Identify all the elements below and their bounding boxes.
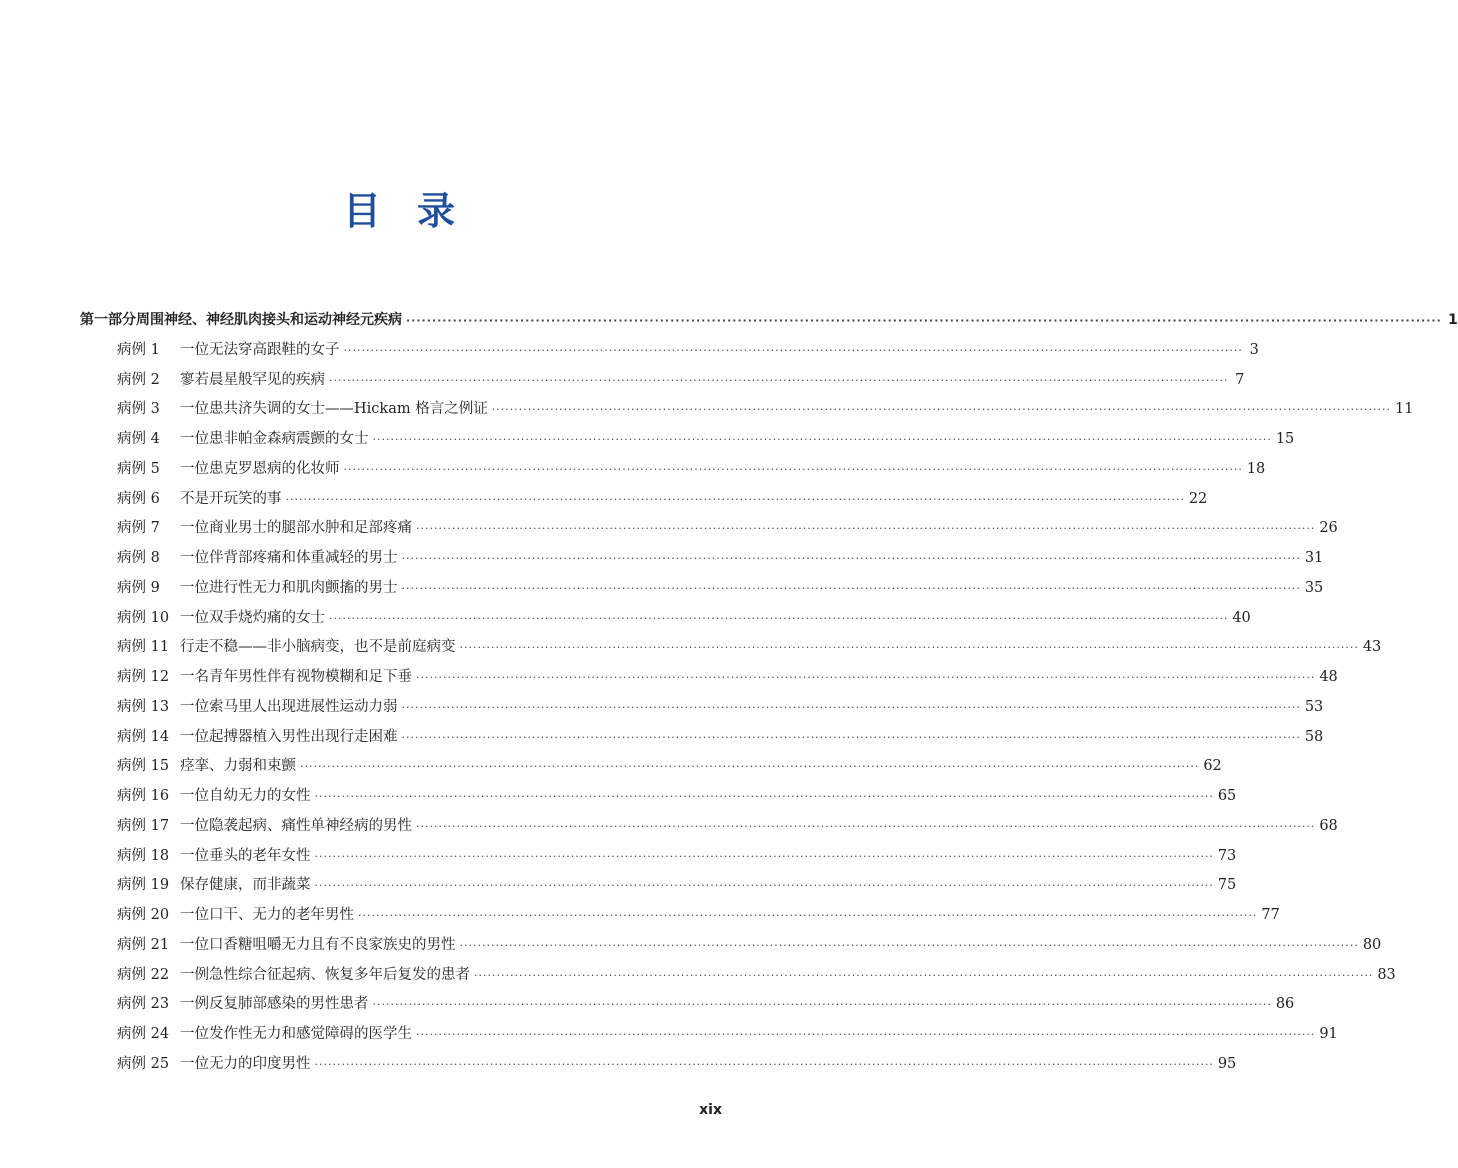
dot-leader: ········································································································································································································ <box>401 581 1301 595</box>
case-label: 病例 10 <box>117 609 170 626</box>
case-label: 病例 23 <box>117 996 170 1013</box>
toc-case-entry[interactable] <box>80 693 1324 723</box>
case-page-number: 73 <box>1217 847 1237 864</box>
case-label: 病例 5 <box>117 460 160 477</box>
case-title: 一例急性综合征起病、恢复多年后复发的患者 <box>180 966 470 983</box>
case-label: 病例 4 <box>117 431 160 447</box>
dot-leader: ········································································································································································································ <box>401 552 1301 565</box>
case-page-number: 3 <box>1249 341 1259 358</box>
case-title: 寥若晨星般罕见的疾病 <box>180 371 325 388</box>
toc-case-entry[interactable] <box>80 782 1237 812</box>
toc-case-entry[interactable] <box>80 931 1382 961</box>
dot-leader: ········································································································································································································ <box>416 671 1316 684</box>
case-page-number: 91 <box>1319 1026 1338 1042</box>
case-page-number: 62 <box>1203 758 1222 775</box>
case-label: 病例 19 <box>117 877 170 894</box>
toc-case-entry[interactable] <box>80 871 1237 901</box>
case-label: 病例 2 <box>117 371 160 388</box>
case-label: 病例 24 <box>117 1026 170 1042</box>
case-title: 一位患非帕金森病震颤的女士 <box>180 431 369 447</box>
case-label: 病例 13 <box>117 698 170 715</box>
case-title: 一位口香糖咀嚼无力且有不良家族史的男性 <box>180 936 456 953</box>
dot-leader: ········································································································································································································ <box>416 1028 1316 1041</box>
case-title: 痉挛、力弱和束颤 <box>180 758 296 775</box>
case-list <box>80 336 1414 1080</box>
case-page-number: 26 <box>1319 520 1338 537</box>
case-title: 一位患共济失调的女士——Hickam 格言之例证 <box>180 401 488 418</box>
case-label: 病例 3 <box>117 401 160 418</box>
toc-case-entry[interactable] <box>80 723 1324 753</box>
table-of-contents <box>80 306 1458 1080</box>
case-page-number: 35 <box>1304 579 1324 596</box>
case-title: 保存健康，而非蔬菜 <box>180 877 311 894</box>
case-title: 一位隐袭起病、痛性单神经病的男性 <box>180 817 412 834</box>
toc-case-entry[interactable] <box>80 455 1266 485</box>
case-title: 一位索马里人出现进展性运动力弱 <box>180 698 398 715</box>
case-label: 病例 15 <box>117 758 170 775</box>
case-title: 一位商业男士的腿部水肿和足部疼痛 <box>180 520 412 537</box>
dot-leader: ········································································································································································································ <box>314 1057 1214 1071</box>
toc-case-entry[interactable] <box>80 395 1414 425</box>
toc-case-entry[interactable] <box>80 663 1338 693</box>
case-label: 病例 18 <box>117 847 170 864</box>
case-title: 一位发作性无力和感觉障碍的医学生 <box>180 1026 412 1042</box>
page-title <box>0 180 800 235</box>
case-page-number: 77 <box>1261 907 1280 923</box>
dot-leader: ········································································································································································································ <box>314 849 1214 863</box>
case-title: 一位垂头的老年女性 <box>180 847 311 864</box>
dot-leader: ········································································································································································································ <box>401 700 1301 714</box>
case-label: 病例 20 <box>117 907 170 923</box>
dot-leader: ········································································································································································································ <box>372 998 1272 1012</box>
case-title: 一位口干、无力的老年男性 <box>180 907 354 923</box>
dot-leader: ········································································································································································································ <box>329 611 1229 625</box>
case-page-number: 48 <box>1319 669 1338 685</box>
case-title: 一例反复肺部感染的男性患者 <box>180 996 369 1013</box>
dot-leader: ········································································································································································································ <box>474 968 1374 982</box>
toc-case-entry[interactable] <box>80 604 1251 634</box>
page-title-char-1: 目 <box>342 189 383 233</box>
case-label: 病例 25 <box>117 1055 170 1072</box>
toc-case-entry[interactable] <box>80 752 1222 782</box>
dot-leader: ········································································································································································································ <box>372 433 1272 446</box>
toc-case-entry[interactable] <box>80 812 1338 842</box>
case-page-number: 80 <box>1362 936 1382 953</box>
case-label: 病例 12 <box>117 669 170 685</box>
case-title: 一名青年男性伴有视物模糊和足下垂 <box>180 669 412 685</box>
dot-leader: ········································································································································································································ <box>401 730 1301 744</box>
case-title: 一位无法穿高跟鞋的女子 <box>180 341 340 358</box>
case-page-number: 40 <box>1232 609 1251 626</box>
toc-case-entry[interactable] <box>80 425 1295 455</box>
case-title: 一位进行性无力和肌肉颤搐的男士 <box>180 579 398 596</box>
dot-leader: ········································································································································································································ <box>459 938 1359 952</box>
part-label: 第一部分 <box>80 312 136 328</box>
case-page-number: 43 <box>1362 639 1382 656</box>
toc-case-entry[interactable] <box>80 990 1295 1020</box>
toc-case-entry[interactable] <box>80 544 1324 574</box>
case-label: 病例 21 <box>117 936 170 953</box>
dot-leader: ········································································································································································································ <box>406 314 1442 327</box>
case-page-number: 86 <box>1275 996 1295 1013</box>
case-title: 一位患克罗恩病的化妆师 <box>180 460 340 477</box>
dot-leader: ········································································································································································································ <box>358 909 1258 922</box>
toc-case-entry[interactable] <box>80 961 1396 991</box>
case-title: 一位起搏器植入男性出现行走困难 <box>180 728 398 745</box>
page-folio: xix <box>699 1102 722 1118</box>
toc-case-entry[interactable] <box>80 485 1208 515</box>
case-title: 行走不稳——非小脑病变，也不是前庭病变 <box>180 639 456 656</box>
case-label: 病例 11 <box>117 639 170 656</box>
page-title-char-2: 录 <box>417 189 458 233</box>
dot-leader: ········································································································································································································ <box>314 879 1214 893</box>
dot-leader: ········································································································································································································ <box>416 819 1316 833</box>
toc-case-entry[interactable] <box>80 336 1259 366</box>
dot-leader: ········································································································································································································ <box>329 373 1229 387</box>
case-page-number: 53 <box>1304 698 1324 715</box>
toc-case-entry[interactable] <box>80 842 1237 872</box>
case-page-number: 83 <box>1377 966 1396 983</box>
case-label: 病例 22 <box>117 966 170 983</box>
dot-leader: ········································································································································································································ <box>343 343 1243 357</box>
toc-case-entry[interactable] <box>80 574 1324 604</box>
case-label: 病例 1 <box>117 341 160 358</box>
toc-case-entry[interactable] <box>80 1020 1338 1050</box>
case-page-number: 22 <box>1188 490 1208 507</box>
case-page-number: 31 <box>1304 550 1324 566</box>
toc-case-entry[interactable] <box>80 514 1338 544</box>
case-title: 一位伴背部疼痛和体重减轻的男士 <box>180 550 398 566</box>
part-page-number: 1 <box>1448 312 1458 328</box>
case-page-number: 11 <box>1395 401 1414 418</box>
case-page-number: 15 <box>1275 431 1295 447</box>
case-page-number: 18 <box>1246 460 1266 477</box>
case-title: 不是开玩笑的事 <box>180 490 282 507</box>
dot-leader: ········································································································································································································ <box>343 462 1243 476</box>
toc-part-entry[interactable] <box>80 306 1458 336</box>
dot-leader: ········································································································································································································ <box>491 403 1392 417</box>
case-title: 一位双手烧灼痛的女士 <box>180 609 325 626</box>
toc-case-entry[interactable] <box>80 901 1280 931</box>
toc-case-entry[interactable] <box>80 633 1382 663</box>
dot-leader: ········································································································································································································ <box>416 522 1316 536</box>
case-label: 病例 9 <box>117 579 160 596</box>
case-label: 病例 17 <box>117 817 170 834</box>
case-label: 病例 14 <box>117 728 170 745</box>
case-title: 一位无力的印度男性 <box>180 1055 311 1072</box>
case-title: 一位自幼无力的女性 <box>180 788 311 804</box>
case-label: 病例 16 <box>117 788 170 804</box>
case-page-number: 65 <box>1217 788 1237 804</box>
dot-leader: ········································································································································································································ <box>300 760 1200 774</box>
case-page-number: 68 <box>1319 817 1338 834</box>
case-label: 病例 8 <box>117 550 160 566</box>
case-page-number: 75 <box>1217 877 1237 894</box>
toc-case-entry[interactable] <box>80 366 1245 396</box>
case-page-number: 7 <box>1235 371 1245 388</box>
case-page-number: 58 <box>1304 728 1324 745</box>
dot-leader: ········································································································································································································ <box>314 790 1214 803</box>
case-label: 病例 6 <box>117 490 160 507</box>
dot-leader: ········································································································································································································ <box>285 492 1185 506</box>
case-page-number: 95 <box>1217 1055 1237 1072</box>
part-title: 周围神经、神经肌肉接头和运动神经元疾病 <box>136 312 402 328</box>
dot-leader: ········································································································································································································ <box>459 641 1359 655</box>
toc-case-entry[interactable] <box>80 1050 1237 1080</box>
case-label: 病例 7 <box>117 520 160 537</box>
